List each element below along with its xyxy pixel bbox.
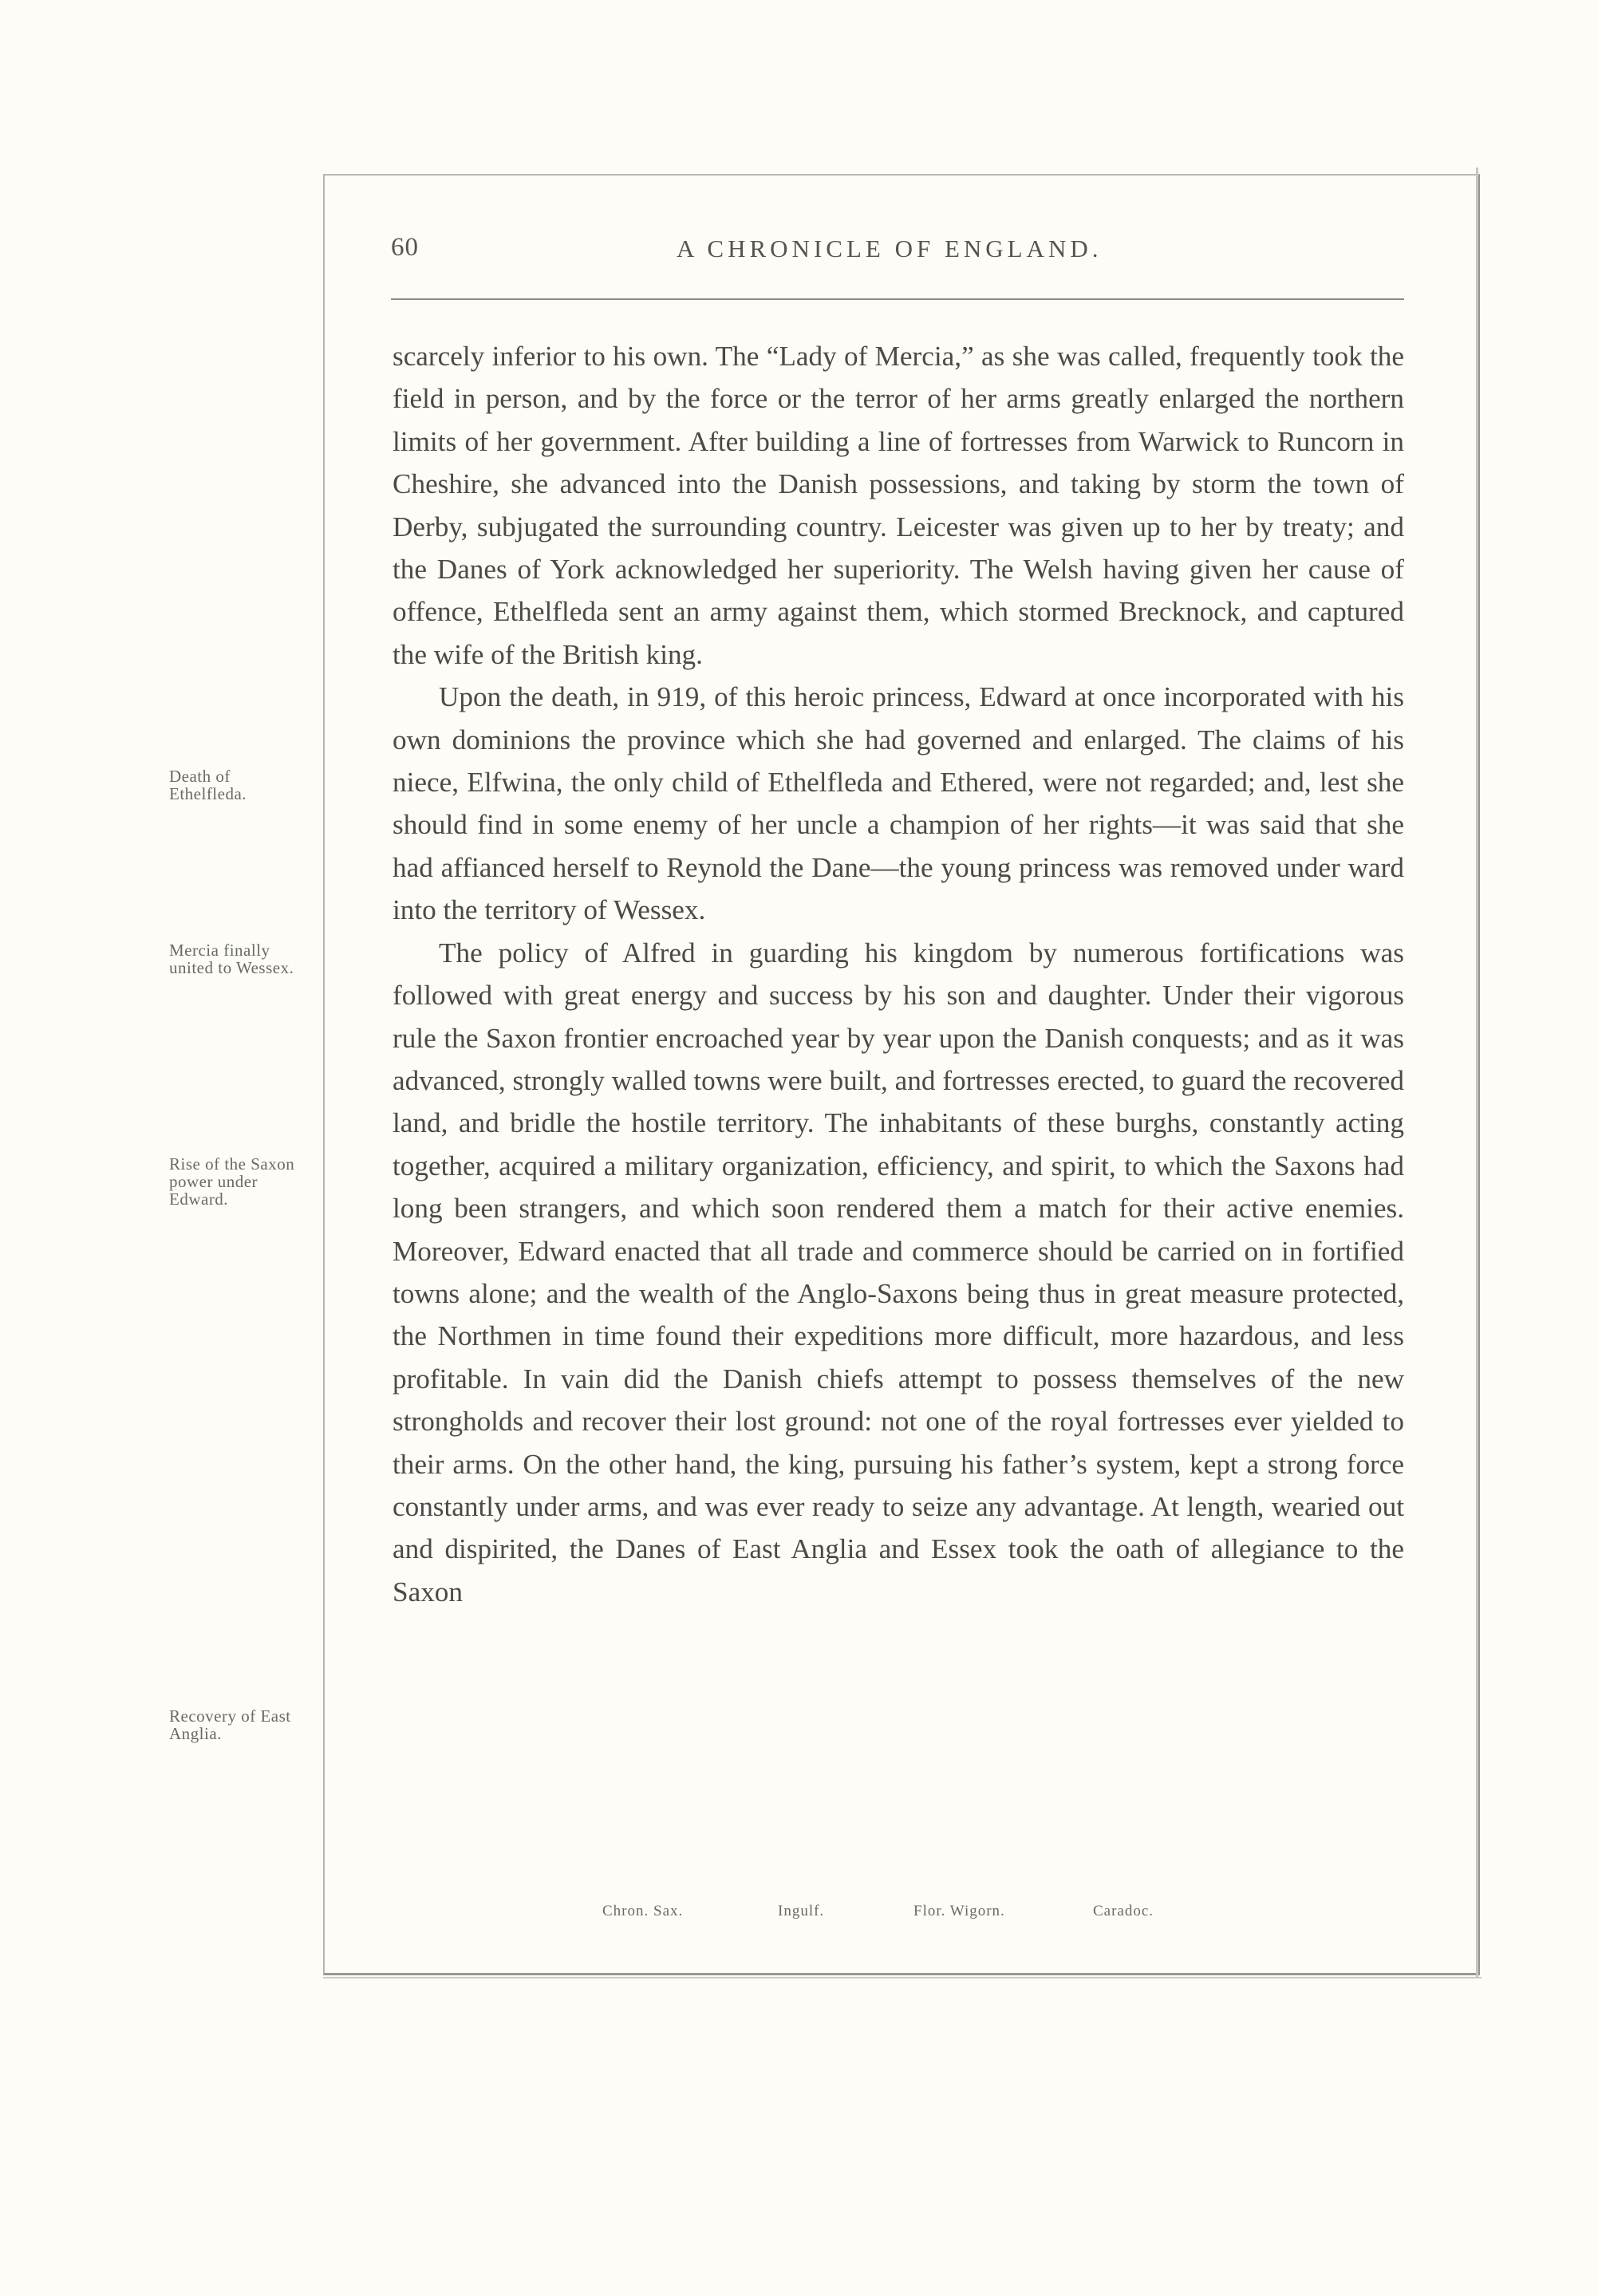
paragraph-3: The policy of Alfred in guarding his kingdom by numerous fortifications was followed with great energy and success by his son and daughter. Under their vigorous rule the Saxon frontier encroached year by year upon the Danish conquests; and as it was advanced, strongly walled towns were built, and fortresses erected, to guard the recovered land, and bridle the hostile territory. The inhabitants of these burghs, constantly acting together, acquired a military organization, efficiency, and spirit, to which the Saxons had long been strangers, and which soon rendered them a match for their active enemies. Moreover, Edward enacted that all trade and commerce should be carried on in fortified towns alone; and the wealth of the Anglo-Saxons being thus in great measure protected, the Northmen in time found their expeditions more difficult, more hazardous, and less profitable. In vain did the Danish chiefs attempt to possess themselves of the new strongholds and recover their lost ground: not one of the royal fortresses ever yielded to their arms. On the other hand, the king, pursuing his father’s system, kept a strong force constantly under arms, and was ever ready to seize any advantage. At length, wearied out and dispirited, the Danes of East Anglia and Essex took the oath of allegiance to the Saxon — [393, 937, 1404, 1608]
running-head — [391, 233, 1404, 273]
frame-edge-bottom — [323, 1977, 1482, 1978]
frame-edge-right — [1476, 168, 1478, 1978]
reference-caradoc: Caradoc. — [1093, 1903, 1154, 1919]
reference-chron-sax: Chron. Sax. — [602, 1903, 684, 1919]
marginal-references — [0, 1903, 1598, 1927]
reference-ingulf: Ingulf. — [778, 1903, 825, 1919]
sidenote-recovery-east-anglia: Recovery of East Anglia. — [169, 1706, 291, 1743]
header-rule — [391, 298, 1404, 300]
sidenote-death-of-ethelfleda: Death of Ethelfleda. — [169, 767, 247, 803]
reference-flor-wigorn: Flor. Wigorn. — [913, 1903, 1005, 1919]
book-title: A CHRONICLE OF ENGLAND. — [677, 235, 1103, 262]
paragraph-1: scarcely inferior to his own. The “Lady of Mercia,” as she was called, frequently took the field in person, and by the force or the terror of her arms greatly enlarged the northern limits of her government. After building a line of fortresses from Warwick to Runcorn in Cheshire, she advanced into the Danish possessions, and taking by storm the town of Derby, subjugated the surrounding country. Leicester was given up to her by treaty; and the Danes of York acknowledged her superiority. The Welsh having given her cause of offence, Ethelfleda sent an army against them, which stormed Brecknock, and captured the wife of the British king. — [393, 341, 1404, 670]
sidenote-mercia-united: Mercia finally united to Wessex. — [169, 941, 294, 977]
sidenote-rise-of-saxon-power: Rise of the Saxon power under Edward. — [169, 1154, 295, 1209]
paragraph-2: Upon the death, in 919, of this heroic princess, Edward at once incorporated with his own dominions the province which she had governed and enlarged. The claims of his niece, Elfwina, the only child of Ethelfleda and Ethered, were not regarded; and, lest she should find in some enemy of her uncle a champion of her rights—it was said that she had affianced herself to Reynold the Dane—the young princess was removed under ward into the territory of Wessex. — [393, 681, 1404, 926]
page-number: 60 — [391, 233, 419, 262]
body-text — [393, 335, 1404, 1613]
